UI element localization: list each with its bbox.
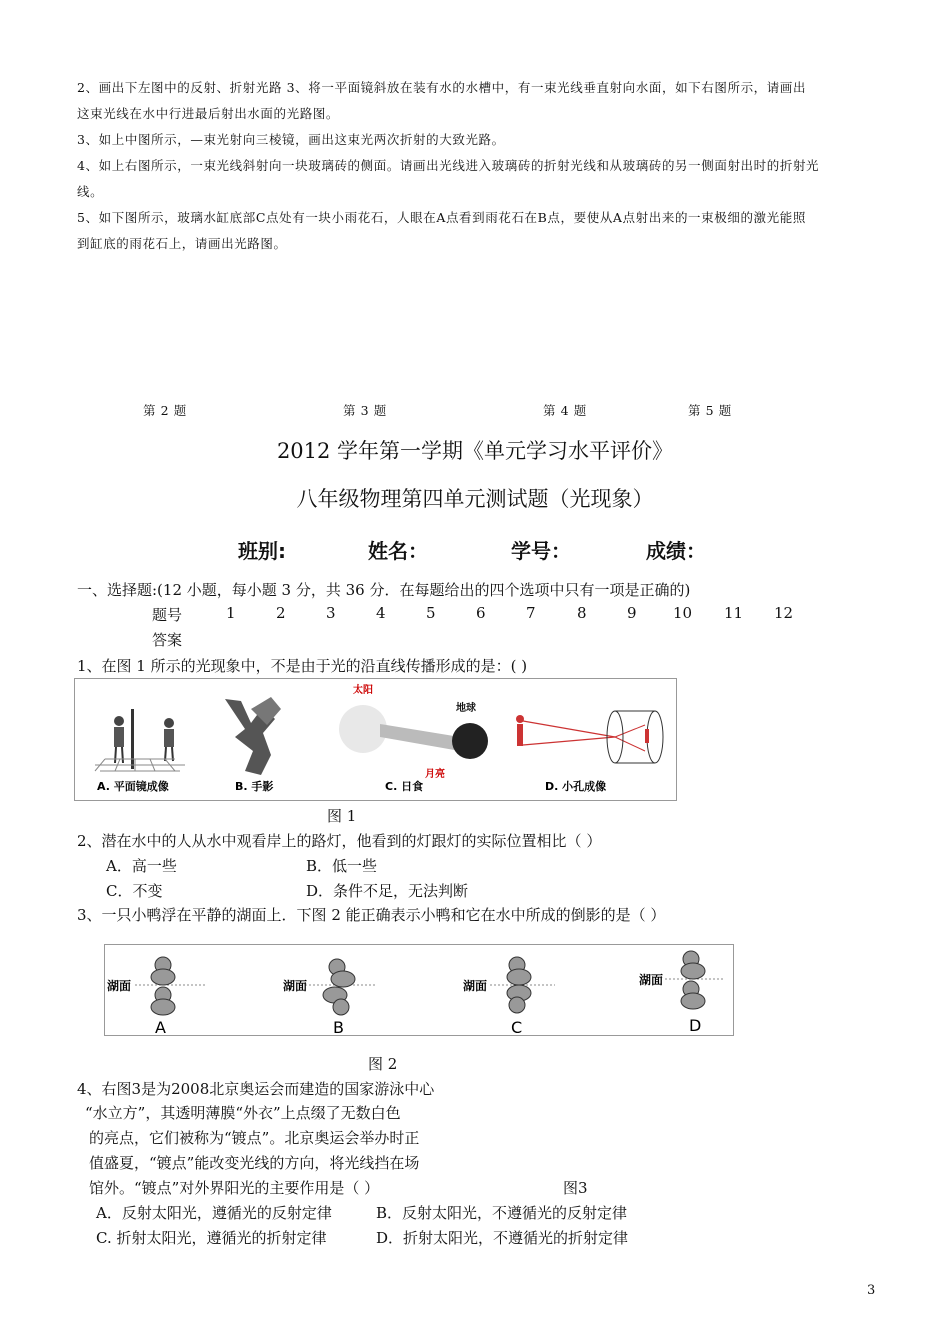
question-number: 3 bbox=[326, 604, 336, 622]
fig1-caption-a: A. 平面镜成像 bbox=[97, 780, 169, 793]
q2-option-a: A．高一些 bbox=[106, 857, 177, 875]
q4-option-d: D．折射太阳光，不遵循光的折射定律 bbox=[376, 1229, 629, 1247]
student-id-field-label: 学号： bbox=[511, 539, 571, 563]
fig2-letter-d: D bbox=[689, 1016, 702, 1035]
q4-option-b: B．反射太阳光，不遵循光的反射定律 bbox=[376, 1204, 628, 1222]
duck-b-icon bbox=[323, 959, 355, 1015]
q3-text: 3、一只小鸭浮在平静的湖面上．下图 2 能正确表示小鸭和它在水中所成的倒影的是（ ） bbox=[77, 906, 666, 924]
top-line-6: 5、如下图所示，玻璃水缸底部C点处有一块小雨花石，人眼在A点看到雨花石在B点，要使从A点射出来的一束极细的激光能照 bbox=[77, 210, 806, 225]
question-number: 12 bbox=[774, 604, 794, 622]
figure-label-q3: 第 3 题 bbox=[343, 403, 387, 418]
q1-text: 1、在图 1 所示的光现象中，不是由于光的沿直线传播形成的是：( ) bbox=[77, 657, 528, 675]
duck-a-icon bbox=[151, 957, 175, 1015]
fig1-caption-c: C. 日食 bbox=[385, 780, 424, 793]
figure-1-illustrations bbox=[75, 679, 676, 800]
question-number: 5 bbox=[426, 604, 436, 622]
q2-option-d: D．条件不足，无法判断 bbox=[306, 882, 469, 900]
score-field-label: 成绩： bbox=[646, 539, 706, 563]
figure-2-illustrations bbox=[105, 945, 733, 1035]
top-line-4: 4、如上右图所示，一束光线斜射向一块玻璃砖的侧面。请画出光线进入玻璃砖的折射光线和从玻璃砖的另一侧面射出时的折射光 bbox=[77, 158, 820, 173]
fig2-letter-b: B bbox=[333, 1018, 344, 1035]
fig2-letter-a: A bbox=[155, 1018, 166, 1035]
table-row-label-number: 题号 bbox=[152, 606, 183, 624]
top-line-2: 这束光线在水中行进最后射出水面的光路图。 bbox=[77, 106, 340, 121]
question-number: 8 bbox=[577, 604, 587, 622]
solar-eclipse-illustration bbox=[339, 683, 488, 780]
duck-d-icon bbox=[681, 951, 705, 1009]
q4-line-1: 4、右图3是为2008北京奥运会而建造的国家游泳中心 bbox=[77, 1080, 435, 1098]
q4-line-5: 馆外。“镀点”对外界阳光的主要作用是（ ） bbox=[89, 1179, 380, 1197]
fig2-letter-c: C bbox=[511, 1018, 523, 1035]
lake-label-a: 湖面 bbox=[107, 979, 132, 993]
figure-1-label: 图 1 bbox=[327, 807, 357, 825]
fig1-caption-d: D. 小孔成像 bbox=[545, 780, 607, 793]
sun-label: 太阳 bbox=[353, 685, 373, 696]
question-number: 4 bbox=[376, 604, 386, 622]
pinhole-camera-illustration bbox=[516, 711, 663, 763]
page-number: 3 bbox=[867, 1283, 876, 1298]
earth-label: 地球 bbox=[456, 703, 476, 714]
question-number: 6 bbox=[476, 604, 486, 622]
hand-shadow-illustration bbox=[225, 697, 281, 775]
top-line-3: 3、如上中图所示，—束光射向三棱镜，画出这束光两次折射的大致光路。 bbox=[77, 132, 505, 147]
figure-label-q5: 第 5 题 bbox=[688, 403, 732, 418]
lake-label-c: 湖面 bbox=[463, 979, 488, 993]
figure-3-label: 图3 bbox=[563, 1179, 588, 1197]
name-field-label: 姓名： bbox=[368, 539, 428, 563]
section-heading: 一、选择题:(12 小题，每小题 3 分，共 36 分．在每题给出的四个选项中只有一项是正确的) bbox=[77, 581, 691, 599]
figure-label-q2: 第 2 题 bbox=[143, 403, 187, 418]
q4-line-4: 值盛夏，“镀点”能改变光线的方向，将光线挡在场 bbox=[89, 1154, 420, 1172]
question-number: 1 bbox=[226, 604, 236, 622]
top-line-1: 2、画出下左图中的反射、折射光路 3、将一平面镜斜放在装有水的水槽中，有一束光线垂直射向水面，如下右图所示，请画出 bbox=[77, 80, 807, 95]
exam-subtitle: 八年级物理第四单元测试题（光现象） bbox=[296, 487, 654, 511]
question-number: 9 bbox=[627, 604, 637, 622]
table-row-label-answer: 答案 bbox=[152, 631, 183, 649]
figure-1 bbox=[74, 678, 677, 801]
question-number: 2 bbox=[276, 604, 286, 622]
q2-option-c: C．不变 bbox=[106, 882, 163, 900]
q2-text: 2、潜在水中的人从水中观看岸上的路灯，他看到的灯跟灯的实际位置相比（ ） bbox=[77, 832, 602, 850]
figure-2-label: 图 2 bbox=[368, 1055, 398, 1073]
lake-label-d: 湖面 bbox=[639, 973, 664, 987]
q4-line-2: “水立方”，其透明薄膜“外衣”上点缀了无数白色 bbox=[85, 1104, 401, 1122]
exam-title: 2012 学年第一学期《单元学习水平评价》 bbox=[276, 439, 674, 463]
question-number: 7 bbox=[526, 604, 536, 622]
class-field-label: 班别: bbox=[238, 539, 286, 563]
lake-label-b: 湖面 bbox=[283, 979, 308, 993]
q4-option-c: C. 折射太阳光，遵循光的折射定律 bbox=[96, 1229, 327, 1247]
top-line-5: 线。 bbox=[77, 184, 104, 199]
figure-2 bbox=[104, 944, 734, 1036]
mirror-image-illustration bbox=[95, 709, 185, 771]
question-number: 11 bbox=[724, 604, 744, 622]
q4-line-3: 的亮点，它们被称为“镀点”。北京奥运会举办时正 bbox=[89, 1129, 420, 1147]
moon-label: 月亮 bbox=[425, 769, 445, 780]
question-number: 10 bbox=[673, 604, 693, 622]
figure-label-q4: 第 4 题 bbox=[543, 403, 587, 418]
q2-option-b: B．低一些 bbox=[306, 857, 378, 875]
fig1-caption-b: B. 手影 bbox=[235, 780, 274, 793]
top-line-7: 到缸底的雨花石上，请画出光路图。 bbox=[77, 236, 287, 251]
q4-option-a: A．反射太阳光，遵循光的反射定律 bbox=[96, 1204, 332, 1222]
